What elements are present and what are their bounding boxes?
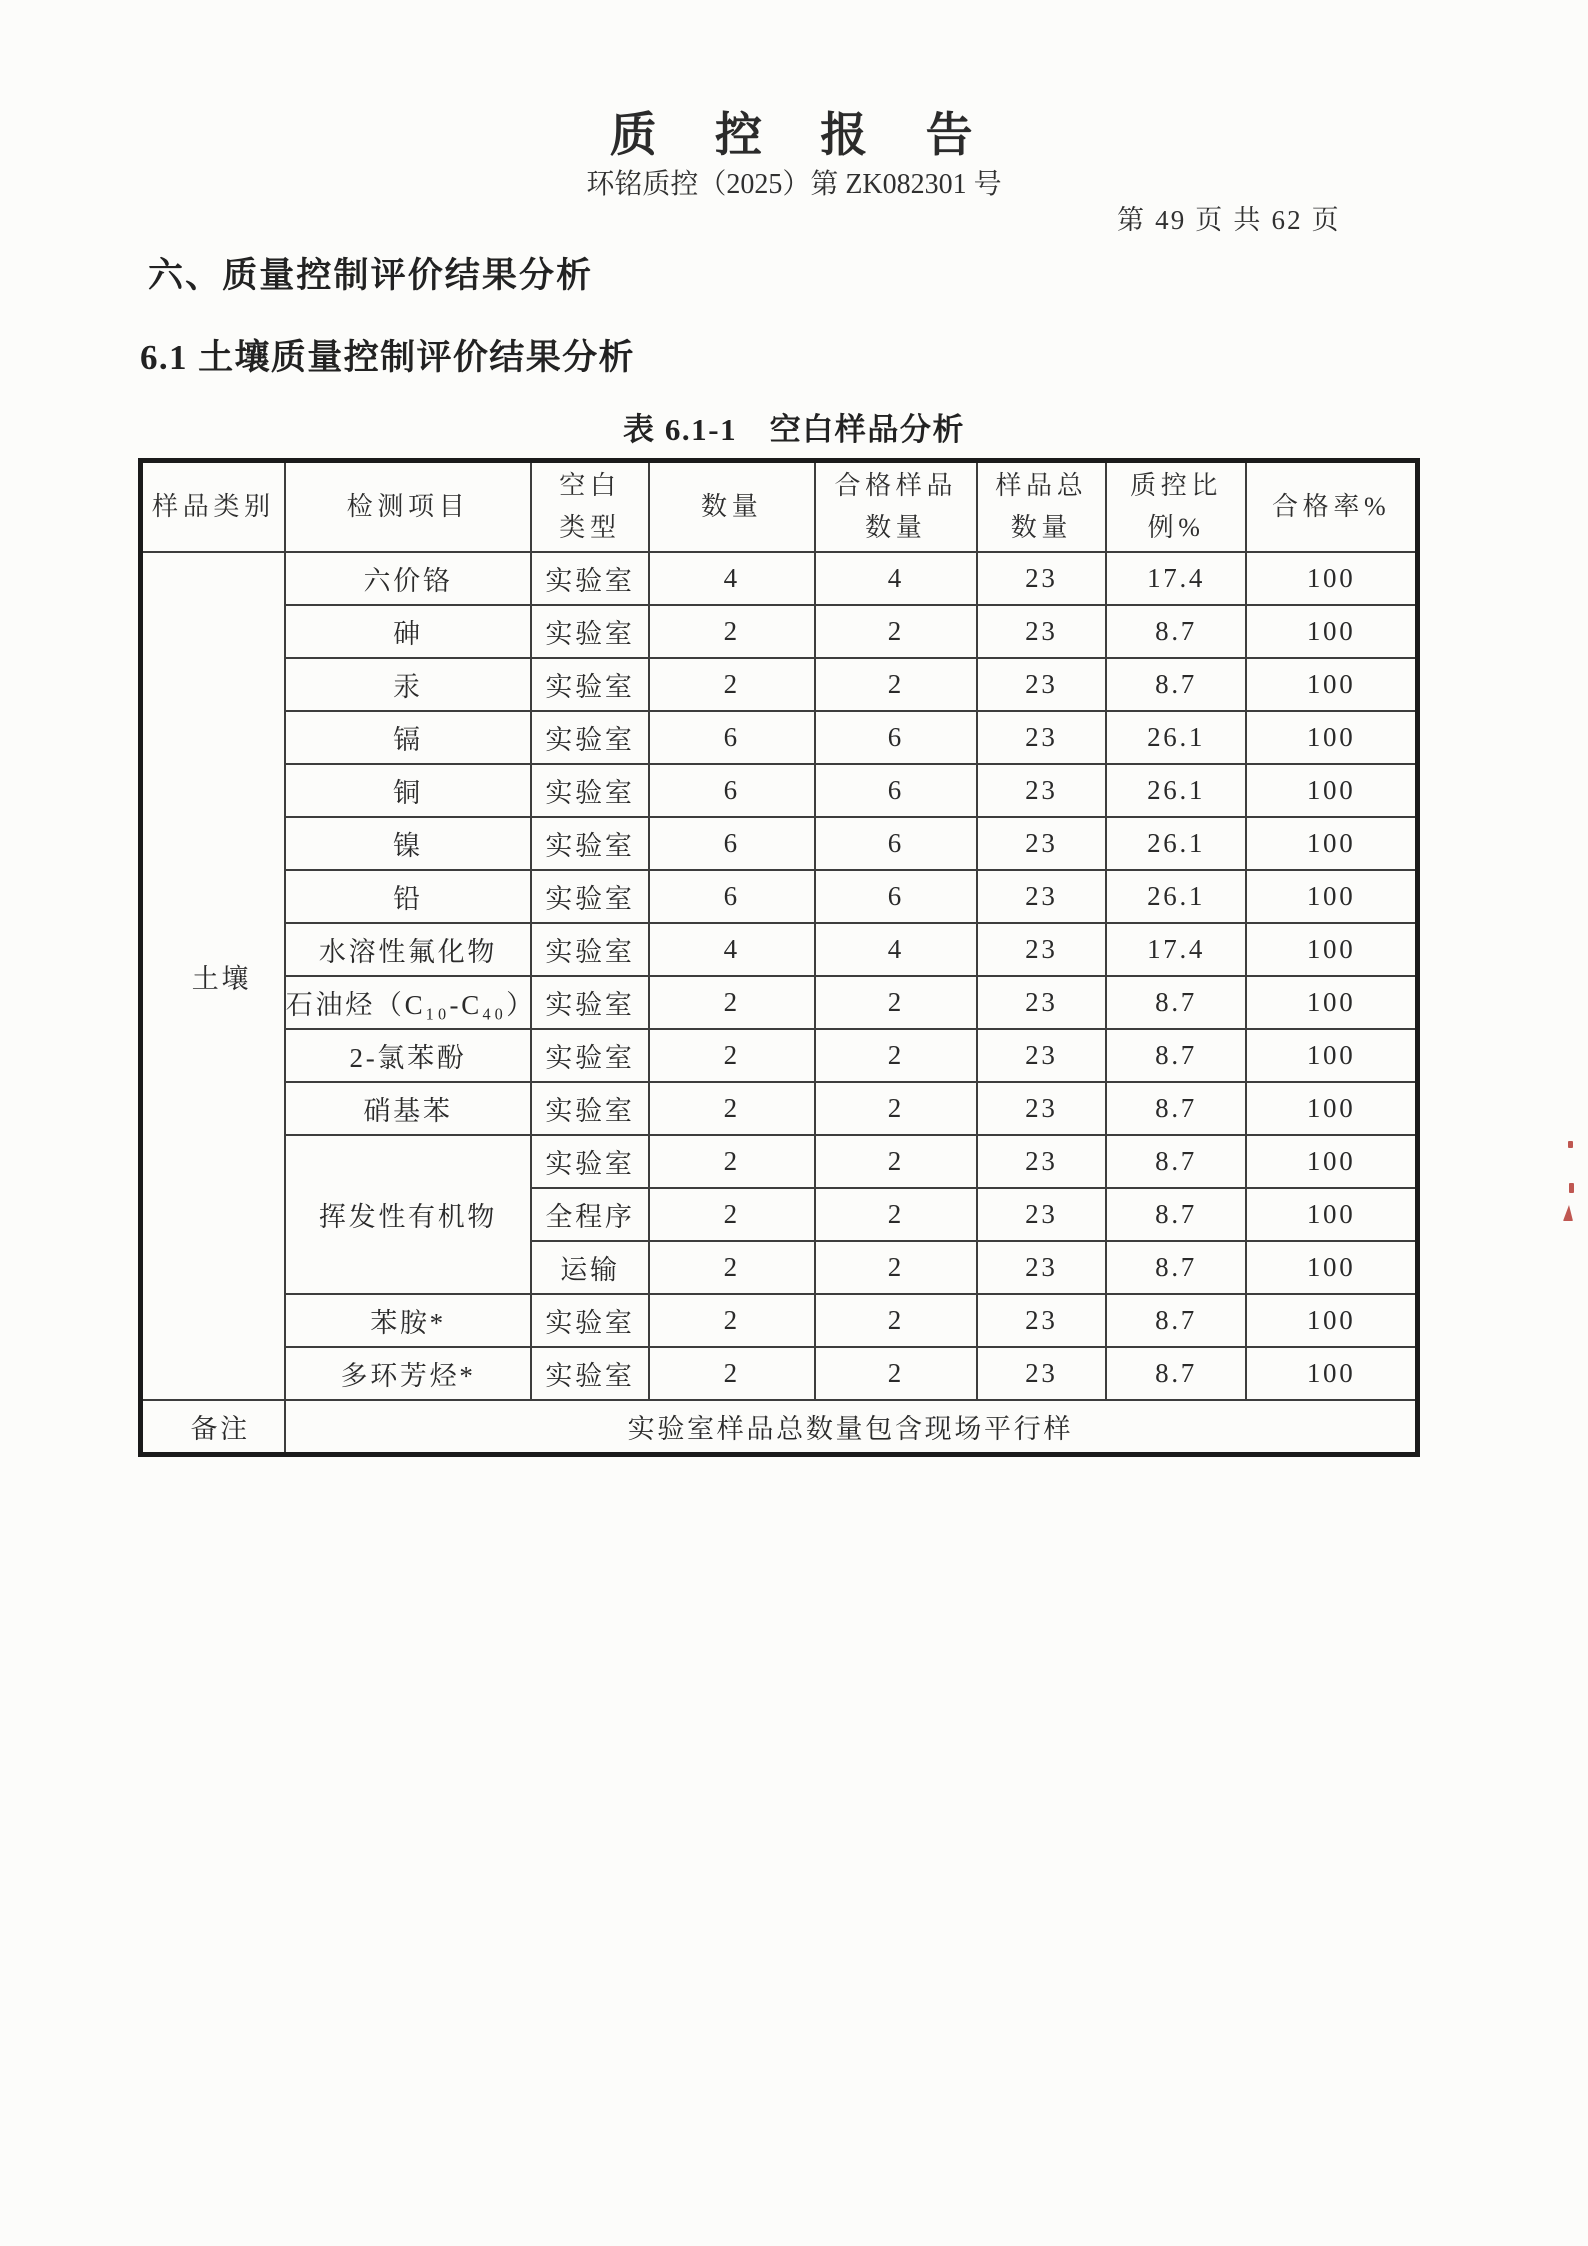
qc-ratio-cell: 8.7 [1106, 1294, 1246, 1347]
blank-type-cell: 实验室 [531, 552, 648, 605]
pass-rate-cell: 100 [1246, 1082, 1417, 1135]
table-row [141, 658, 1418, 711]
qualified-count-cell: 2 [815, 1188, 977, 1241]
qualified-count-cell: 6 [815, 711, 977, 764]
sample-category-cell: 土壤 [141, 552, 285, 1400]
total-count-cell: 23 [977, 1135, 1106, 1188]
count-cell: 6 [649, 870, 815, 923]
table-row [141, 605, 1418, 658]
blank-type-cell: 实验室 [531, 711, 648, 764]
blank-type-cell: 实验室 [531, 1029, 648, 1082]
qc-ratio-cell: 8.7 [1106, 658, 1246, 711]
total-count-cell: 23 [977, 605, 1106, 658]
pass-rate-cell: 100 [1246, 976, 1417, 1029]
table-row [141, 764, 1418, 817]
blank-type-cell: 实验室 [531, 976, 648, 1029]
count-cell: 2 [649, 658, 815, 711]
item-cell: 镍 [285, 817, 531, 870]
total-count-cell: 23 [977, 817, 1106, 870]
table-row [141, 552, 1418, 605]
blank-type-cell: 全程序 [531, 1188, 648, 1241]
total-count-cell: 23 [977, 1294, 1106, 1347]
item-cell: 水溶性氟化物 [285, 923, 531, 976]
count-cell: 6 [649, 817, 815, 870]
total-count-cell: 23 [977, 870, 1106, 923]
blank-type-cell: 实验室 [531, 923, 648, 976]
count-cell: 6 [649, 764, 815, 817]
report-title: 质 控 报 告 [609, 110, 979, 162]
header-qualified-count: 合格样品 数量 [815, 461, 977, 553]
total-count-cell: 23 [977, 1241, 1106, 1294]
item-cell: 镉 [285, 711, 531, 764]
qc-ratio-cell: 8.7 [1106, 1135, 1246, 1188]
note-row [141, 1400, 1418, 1455]
note-label: 备注 [141, 1400, 285, 1455]
qc-ratio-cell: 8.7 [1106, 1347, 1246, 1400]
total-count-cell: 23 [977, 658, 1106, 711]
item-cell: 砷 [285, 605, 531, 658]
pass-rate-cell: 100 [1246, 764, 1417, 817]
total-count-cell: 23 [977, 1029, 1106, 1082]
table-row [141, 1347, 1418, 1400]
blank-type-cell: 实验室 [531, 764, 648, 817]
header-pass-rate: 合格率% [1246, 461, 1417, 553]
qualified-count-cell: 2 [815, 1347, 977, 1400]
qc-ratio-cell: 26.1 [1106, 764, 1246, 817]
qc-ratio-cell: 17.4 [1106, 923, 1246, 976]
pass-rate-cell: 100 [1246, 1188, 1417, 1241]
total-count-cell: 23 [977, 552, 1106, 605]
table-caption: 表 6.1-1 空白样品分析 [622, 412, 966, 447]
note-text: 实验室样品总数量包含现场平行样 [285, 1400, 1418, 1455]
table-row [141, 923, 1418, 976]
total-count-cell: 23 [977, 1082, 1106, 1135]
table-body [141, 552, 1418, 1400]
qualified-count-cell: 2 [815, 605, 977, 658]
item-cell: 2-氯苯酚 [285, 1029, 531, 1082]
qc-ratio-cell: 8.7 [1106, 1082, 1246, 1135]
blank-type-cell: 实验室 [531, 1294, 648, 1347]
count-cell: 2 [649, 1241, 815, 1294]
count-cell: 4 [649, 923, 815, 976]
table-footer [141, 1400, 1418, 1455]
table-row [141, 976, 1418, 1029]
qc-ratio-cell: 26.1 [1106, 870, 1246, 923]
red-edge-mark [1568, 1141, 1573, 1148]
qc-ratio-cell: 8.7 [1106, 1241, 1246, 1294]
subsection-heading: 6.1 土壤质量控制评价结果分析 [140, 338, 635, 377]
pass-rate-cell: 100 [1246, 711, 1417, 764]
header-count: 数量 [649, 461, 815, 553]
item-cell: 六价铬 [285, 552, 531, 605]
pass-rate-cell: 100 [1246, 870, 1417, 923]
pass-rate-cell: 100 [1246, 1241, 1417, 1294]
count-cell: 2 [649, 1029, 815, 1082]
qc-ratio-cell: 8.7 [1106, 976, 1246, 1029]
red-edge-mark [1569, 1183, 1574, 1193]
pass-rate-cell: 100 [1246, 552, 1417, 605]
count-cell: 2 [649, 1188, 815, 1241]
qualified-count-cell: 2 [815, 1029, 977, 1082]
count-cell: 2 [649, 976, 815, 1029]
blank-sample-analysis-table [138, 458, 1420, 1457]
blank-type-cell: 实验室 [531, 605, 648, 658]
table-row [141, 1029, 1418, 1082]
qualified-count-cell: 4 [815, 552, 977, 605]
qc-ratio-cell: 26.1 [1106, 817, 1246, 870]
total-count-cell: 23 [977, 764, 1106, 817]
blank-type-cell: 实验室 [531, 1082, 648, 1135]
total-count-cell: 23 [977, 1347, 1106, 1400]
qc-ratio-cell: 17.4 [1106, 552, 1246, 605]
pass-rate-cell: 100 [1246, 658, 1417, 711]
count-cell: 2 [649, 1135, 815, 1188]
total-count-cell: 23 [977, 1188, 1106, 1241]
pass-rate-cell: 100 [1246, 817, 1417, 870]
header-total-count: 样品总 数量 [977, 461, 1106, 553]
blank-type-cell: 实验室 [531, 658, 648, 711]
count-cell: 2 [649, 1294, 815, 1347]
header-test-item: 检测项目 [285, 461, 531, 553]
header-blank-type: 空白 类型 [531, 461, 648, 553]
qc-ratio-cell: 8.7 [1106, 1188, 1246, 1241]
qualified-count-cell: 6 [815, 764, 977, 817]
pass-rate-cell: 100 [1246, 923, 1417, 976]
table-row [141, 711, 1418, 764]
pass-rate-cell: 100 [1246, 1135, 1417, 1188]
item-cell: 硝基苯 [285, 1082, 531, 1135]
qc-ratio-cell: 8.7 [1106, 1029, 1246, 1082]
table-row [141, 1082, 1418, 1135]
qualified-count-cell: 2 [815, 1135, 977, 1188]
header-row [141, 461, 1418, 553]
table-row [141, 817, 1418, 870]
count-cell: 2 [649, 1082, 815, 1135]
item-cell: 汞 [285, 658, 531, 711]
pass-rate-cell: 100 [1246, 1347, 1417, 1400]
qualified-count-cell: 4 [815, 923, 977, 976]
page-indicator: 第 49 页 共 62 页 [1117, 205, 1341, 235]
item-cell: 苯胺* [285, 1294, 531, 1347]
pass-rate-cell: 100 [1246, 605, 1417, 658]
blank-type-cell: 实验室 [531, 1347, 648, 1400]
qualified-count-cell: 2 [815, 976, 977, 1029]
count-cell: 2 [649, 605, 815, 658]
total-count-cell: 23 [977, 923, 1106, 976]
red-edge-mark [1563, 1205, 1573, 1221]
qualified-count-cell: 6 [815, 817, 977, 870]
qualified-count-cell: 2 [815, 1241, 977, 1294]
item-cell: 多环芳烃* [285, 1347, 531, 1400]
doc-number: 环铭质控（2025）第 ZK082301 号 [586, 169, 1002, 200]
table-header [141, 461, 1418, 553]
qualified-count-cell: 2 [815, 1294, 977, 1347]
table-row [141, 870, 1418, 923]
qualified-count-cell: 2 [815, 658, 977, 711]
table-row [141, 1135, 1418, 1188]
blank-type-cell: 实验室 [531, 870, 648, 923]
section-heading: 六、质量控制评价结果分析 [148, 256, 594, 295]
blank-type-cell: 实验室 [531, 817, 648, 870]
header-sample-category: 样品类别 [141, 461, 285, 553]
count-cell: 4 [649, 552, 815, 605]
blank-type-cell: 实验室 [531, 1135, 648, 1188]
table-row [141, 1294, 1418, 1347]
pass-rate-cell: 100 [1246, 1029, 1417, 1082]
item-cell: 石油烃（C₁₀-C₄₀） [285, 976, 531, 1029]
qualified-count-cell: 2 [815, 1082, 977, 1135]
count-cell: 6 [649, 711, 815, 764]
qc-ratio-cell: 26.1 [1106, 711, 1246, 764]
header-qc-ratio: 质控比 例% [1106, 461, 1246, 553]
total-count-cell: 23 [977, 976, 1106, 1029]
qualified-count-cell: 6 [815, 870, 977, 923]
blank-type-cell: 运输 [531, 1241, 648, 1294]
item-cell: 铅 [285, 870, 531, 923]
qc-ratio-cell: 8.7 [1106, 605, 1246, 658]
item-cell: 铜 [285, 764, 531, 817]
pass-rate-cell: 100 [1246, 1294, 1417, 1347]
count-cell: 2 [649, 1347, 815, 1400]
item-cell: 挥发性有机物 [285, 1135, 531, 1294]
total-count-cell: 23 [977, 711, 1106, 764]
